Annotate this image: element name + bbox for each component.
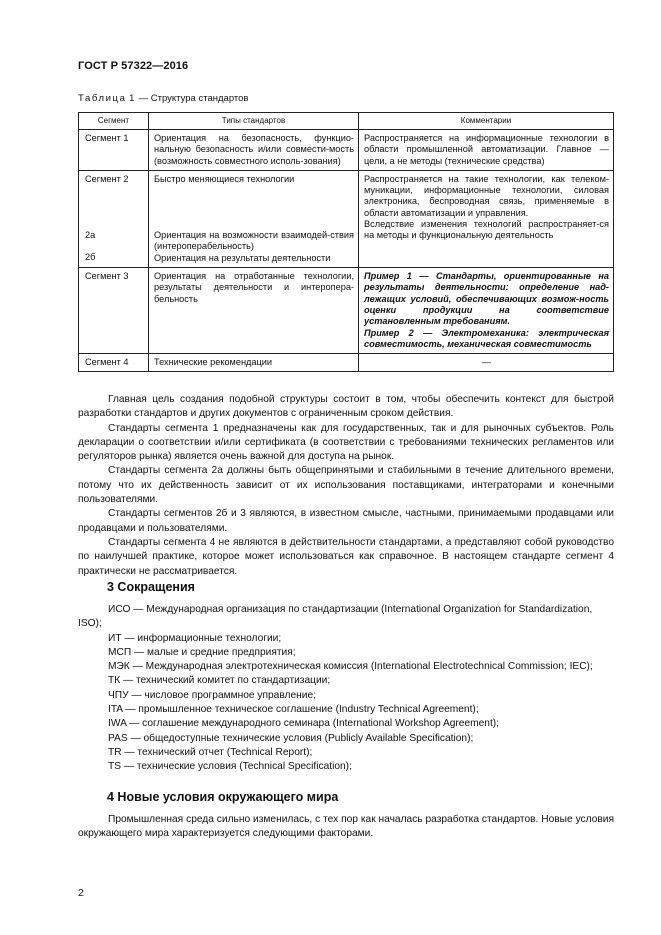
segment-label: 2а <box>85 230 96 241</box>
table-header-row <box>79 113 614 130</box>
type-cell: Ориентация на отработанные технологии, результаты деятельности и интеропера-бельность <box>149 268 359 354</box>
table-caption-text: — Структура стандартов <box>138 93 249 104</box>
table-row <box>79 170 614 267</box>
comment-cell <box>359 268 614 354</box>
body-text <box>78 393 614 579</box>
example-1-text: Пример 1 — Стандарты, ориентированные на результаты деятельности: определение над-лежащих условий, обеспечивающих возмож-ность оценки продукции на соответствие установленным требованиям. <box>364 271 609 327</box>
comment-cell: — <box>359 354 614 372</box>
paragraph: Стандарты сегмента 4 не являются в действительности стандартами, а представляют собой руководство по наилучшей практике, которое может использоваться как справочное. В настоящем стандарте сегмент 4 практически не рассматривается. <box>78 536 614 577</box>
standards-structure-table <box>78 112 614 372</box>
segment-label: Сегмент 2 <box>85 173 129 184</box>
document-header: ГОСТ Р 57322—2016 <box>78 60 189 72</box>
section-4-text: Промышленная среда сильно изменилась, с тех пор как началась разработка стандартов. Новые условия окружающего мира характеризуется следующими факторами. <box>78 814 614 840</box>
table-caption-number: 1 <box>129 93 136 104</box>
table-row <box>79 268 614 354</box>
table-caption <box>78 93 248 104</box>
list-item: TR — технический отчет (Technical Report); <box>108 746 313 758</box>
segment-cell: Сегмент 1 <box>79 130 149 171</box>
paragraph: Стандарты сегмента 2а должны быть общепринятыми и стабильными в течение длительного времени, потому что их действенность зависит от их использования поставщиками, интеграторами и конечными пользователями. <box>78 465 614 506</box>
example-2-text: Пример 2 — Электромеханика: электрическая совместимость, механическая совместимость <box>364 327 609 349</box>
type-text: Ориентация на возможности взаимодей-ствия (интероперабельность) <box>154 230 354 252</box>
comment-text: Распространяется на такие технологии, как телеком-муникации, информационные технологии, силовая электроника, беспроводная связь, применяемые в области автоматизации и управления. <box>364 173 609 218</box>
table-row <box>79 130 614 171</box>
table-row <box>79 354 614 372</box>
list-item: ITA — промышленное техническое соглашение (Industry Technical Agreement); <box>108 704 479 716</box>
list-item: ИТ — информационные технологии; <box>108 632 282 644</box>
section-4-heading: 4 Новые условия окружающего мира <box>107 790 339 804</box>
paragraph: Стандарты сегментов 2б и 3 являются, в известном смысле, частными, принимаемыми продавцами или продавцами и пользователями. <box>78 508 614 534</box>
type-text: Быстро меняющиеся технологии <box>154 173 295 184</box>
abbreviations-list <box>78 603 614 775</box>
type-cell <box>149 170 359 267</box>
segment-cell: Сегмент 3 <box>79 268 149 354</box>
comment-text: Вследствие изменения технологий распространяет-ся на методы и функциональную деятельность <box>364 219 609 241</box>
list-item: ИСО — Международная организация по стандартизации (International Organization for Standardization, ISO); <box>78 604 593 630</box>
list-item: TS — технические условия (Technical Specification); <box>108 761 352 773</box>
type-cell: Технические рекомендации <box>149 354 359 372</box>
list-item: ТК — технический комитет по стандартизации; <box>108 675 331 687</box>
list-item: IWA — соглашение международного семинара (International Workshop Agreement); <box>108 718 500 730</box>
comment-cell <box>359 170 614 267</box>
list-item: PAS — общедоступные технические условия (Publicly Available Specification); <box>108 732 474 744</box>
column-header-types: Типы стандартов <box>149 113 359 130</box>
paragraph: Стандарты сегмента 1 предназначены как для государственных, так и для рыночных субъектов. Роль декларации о соответствии и/или сертификата (в соответствии с требованиями технических регламентов или регуляторов рынка) является очень важной для доступа на рынок. <box>78 422 614 463</box>
paragraph: Главная цель создания подобной структуры состоит в том, чтобы обеспечить контекст для быстрой разработки стандартов и других документов с ограниченным сроком действия. <box>78 394 614 420</box>
list-item: МЭК — Международная электротехническая комиссия (International Electrotechnical Commission; IEC); <box>108 661 593 673</box>
list-item: МСП — малые и средние предприятия; <box>108 646 296 658</box>
table-caption-word: Таблица <box>78 93 127 104</box>
segment-cell: Сегмент 4 <box>79 354 149 372</box>
type-cell: Ориентация на безопасность, функцио-нальную безопасность и/или совмести-мость (возможность совместного исполь-зования) <box>149 130 359 171</box>
list-item: ЧПУ — числовое программное управление; <box>108 689 316 701</box>
comment-cell: Распространяется на информационные технологии в области промышленной автоматизации. Главное — цели, а не методы (технические средства) <box>359 130 614 171</box>
column-header-comments: Комментарии <box>359 113 614 130</box>
segment-label: 2б <box>85 252 96 263</box>
section-3-heading: 3 Сокращения <box>107 580 195 594</box>
type-text: Ориентация на результаты деятельности <box>154 252 331 263</box>
segment-cell <box>79 170 149 267</box>
page-number: 2 <box>78 887 84 899</box>
column-header-segment: Сегмент <box>79 113 149 130</box>
